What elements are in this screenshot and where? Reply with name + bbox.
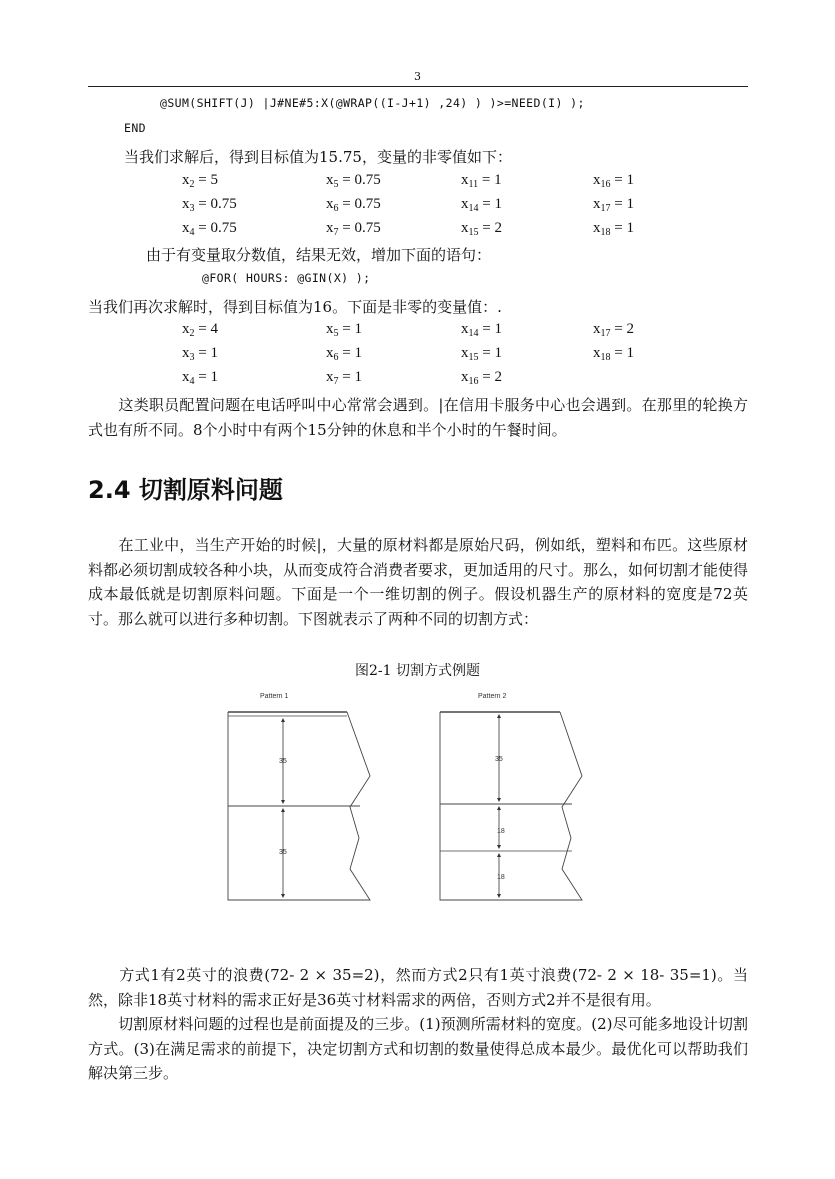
header-rule — [88, 86, 748, 87]
variable-value: $x_6 = 0.75$ — [326, 196, 381, 214]
variable-value: $x_{18} = 1$ — [593, 345, 634, 363]
variable-value: $x_{11} = 1$ — [461, 172, 502, 190]
variable-value: $x_{18} = 1$ — [593, 220, 634, 238]
pattern2-piece-3-label: 18 — [497, 874, 505, 881]
paragraph-intro: 在工业中，当生产开始的时候|，大量的原材料都是原始尺码，例如纸，塑料和布匹。这些原材料都必须切割成较各种小块，从而变成符合消费者要求，更加适用的尺寸。那么，如何切割才能使得成本最低就是切割原料问题。下面是一个一维切割的例子。假设机器生产的原材料的宽度是72英寸。那么就可以进行多种切割。下图就表示了两种不同的切割方式： — [88, 536, 749, 628]
variable-value: $x_{17} = 2$ — [593, 321, 634, 339]
paragraph-staffing: 这类职员配置问题在电话呼叫中心常常会遇到。|在信用卡服务中心也会遇到。在那里的轮换方式也有所不同。8个小时中有两个15分钟的休息和半个小时的午餐时间。 — [88, 396, 748, 439]
paragraph-steps: 切割原材料问题的过程也是前面提及的三步。(1)预测所需材料的宽度。(2)尽可能多地设计切割方式。(3)在满足需求的前提下，决定切割方式和切割的数量使得总成本最少。最优化可以帮助我们解决第三步。 — [88, 1015, 748, 1082]
variable-value: $x_6 = 1$ — [326, 345, 362, 363]
variable-value: $x_3 = 1$ — [182, 345, 218, 363]
cutting-pattern-figure — [220, 688, 600, 914]
variable-value: $x_5 = 0.75$ — [326, 172, 381, 190]
variable-value: $x_5 = 1$ — [326, 321, 362, 339]
variable-value: $x_{14} = 1$ — [461, 321, 502, 339]
text-solve-first: 当我们求解后，得到目标值为15.75，变量的非零值如下： — [124, 148, 512, 166]
code-line-sum: @SUM(SHIFT(J) |J#NE#5:X(@WRAP((I-J+1) ,24) ) )>=NEED(I) ); — [160, 96, 585, 110]
pattern2-piece-2-label: 18 — [497, 828, 505, 835]
figure-caption: 图2-1 切割方式例题 — [355, 663, 480, 679]
page-number: 3 — [414, 70, 421, 83]
code-line-end: END — [124, 121, 146, 135]
pattern1-piece-2-label: 35 — [279, 849, 287, 856]
variable-value: $x_7 = 1$ — [326, 369, 362, 387]
pattern2-label: Pattern 2 — [478, 693, 507, 700]
pattern1-label: Pattern 1 — [260, 693, 289, 700]
variable-value: $x_4 = 0.75$ — [182, 220, 237, 238]
variable-value: $x_7 = 0.75$ — [326, 220, 381, 238]
pattern2-piece-1-label: 35 — [495, 756, 503, 763]
variable-value: $x_4 = 1$ — [182, 369, 218, 387]
code-line-gin: @FOR( HOURS: @GIN(X) ); — [202, 271, 371, 285]
variable-value: $x_3 = 0.75$ — [182, 196, 237, 214]
variable-value: $x_{17} = 1$ — [593, 196, 634, 214]
variable-value: $x_{16} = 1$ — [593, 172, 634, 190]
variable-value: $x_{15} = 1$ — [461, 345, 502, 363]
text-fraction-note: 由于有变量取分数值，结果无效，增加下面的语句： — [146, 246, 492, 264]
variable-value: $x_2 = 4$ — [182, 321, 218, 339]
pattern1-sheet — [228, 712, 370, 900]
text-solve-second: 当我们再次求解时，得到目标值为16。下面是非零的变量值：. — [88, 298, 502, 316]
variable-value: $x_{15} = 2$ — [461, 220, 502, 238]
variable-value: $x_{16} = 2$ — [461, 369, 502, 387]
section-heading: 2.4 切割原料问题 — [88, 476, 283, 504]
cutting-pattern-svg — [220, 688, 600, 910]
pattern2-sheet — [440, 712, 582, 900]
variable-value: $x_2 = 5$ — [182, 172, 218, 190]
paragraph-waste: 方式1有2英寸的浪费(72- 2 × 35=2)，然而方式2只有1英寸浪费(72- 2 × 18- 35=1)。当然，除非18英寸材料的需求正好是36英寸材料需求的两倍，否则方式2并不是很有用。 — [88, 966, 748, 1009]
pattern1-piece-1-label: 35 — [279, 758, 287, 765]
variable-value: $x_{14} = 1$ — [461, 196, 502, 214]
